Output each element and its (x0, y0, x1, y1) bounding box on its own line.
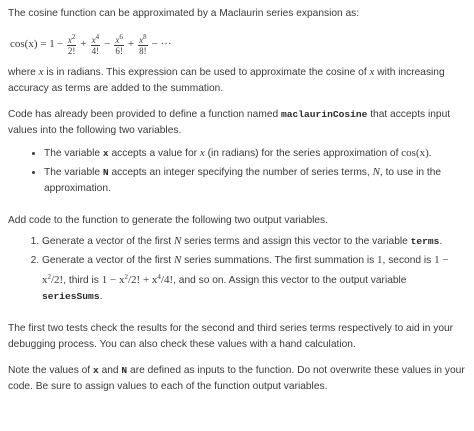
list-item: • The variable x accepts a value for x (in radians) for the series approximation of cos(x). (44, 145, 466, 162)
formula-sign: − (104, 38, 111, 50)
formula-term: $\frac{x^4}{4!}$ (91, 33, 100, 56)
formula-sign: − (56, 38, 63, 50)
function-name: maclaurinCosine (281, 109, 368, 120)
output-steps-list (8, 233, 466, 305)
list-item: 1. Generate a vector of the first N series terms and assign this vector to the variable terms. (42, 233, 466, 250)
formula-tail: − ··· (151, 38, 172, 50)
paragraph-radians: where x is in radians. This expression can be used to approximate the cosine of x with increasing accuracy as terms are added to the summation. (8, 66, 445, 94)
maclaurin-formula (10, 26, 466, 62)
list-item: 2. Generate a vector of the first N series summations. The first summation is 1, second is $1 - x^2/2$!, third is $1 - x^2/2$! + $x^4/4$!, and so on. Assign this vector to the output variable seriesSums. (42, 252, 466, 305)
intro-text: The cosine function can be approximated by a Maclaurin series expansion as: (8, 8, 360, 19)
formula-sign: + (80, 38, 87, 50)
formula-sign: + (127, 38, 135, 50)
formula-term: $\frac{x^2}{2!}$ (67, 33, 76, 56)
formula-term: $\frac{x^6}{6!}$ (115, 33, 123, 56)
paragraph-note: Note the values of x and N are defined as inputs to the function. Do not overwrite these values in your code. Be sure to assign values to each of the function output variables. (8, 365, 465, 392)
paragraph-outputs: Add code to the function to generate the following two output variables. (8, 215, 328, 226)
formula-term: $\frac{x^8}{8!}$ (139, 33, 147, 56)
paragraph-tests: The first two tests check the results for the second and third series terms respectively to aid in your debugging process. You can also check these values with a hand calculation. (8, 323, 454, 350)
list-item: • The variable N accepts an integer specifying the number of series terms, N, to use in the approximation. (44, 164, 466, 197)
input-variables-list (8, 145, 466, 197)
formula-lhs: cos(x) = 1 (10, 38, 55, 50)
paragraph-function: Code has already been provided to define a function named maclaurinCosine that accepts input values into the following two variables. (8, 109, 451, 136)
